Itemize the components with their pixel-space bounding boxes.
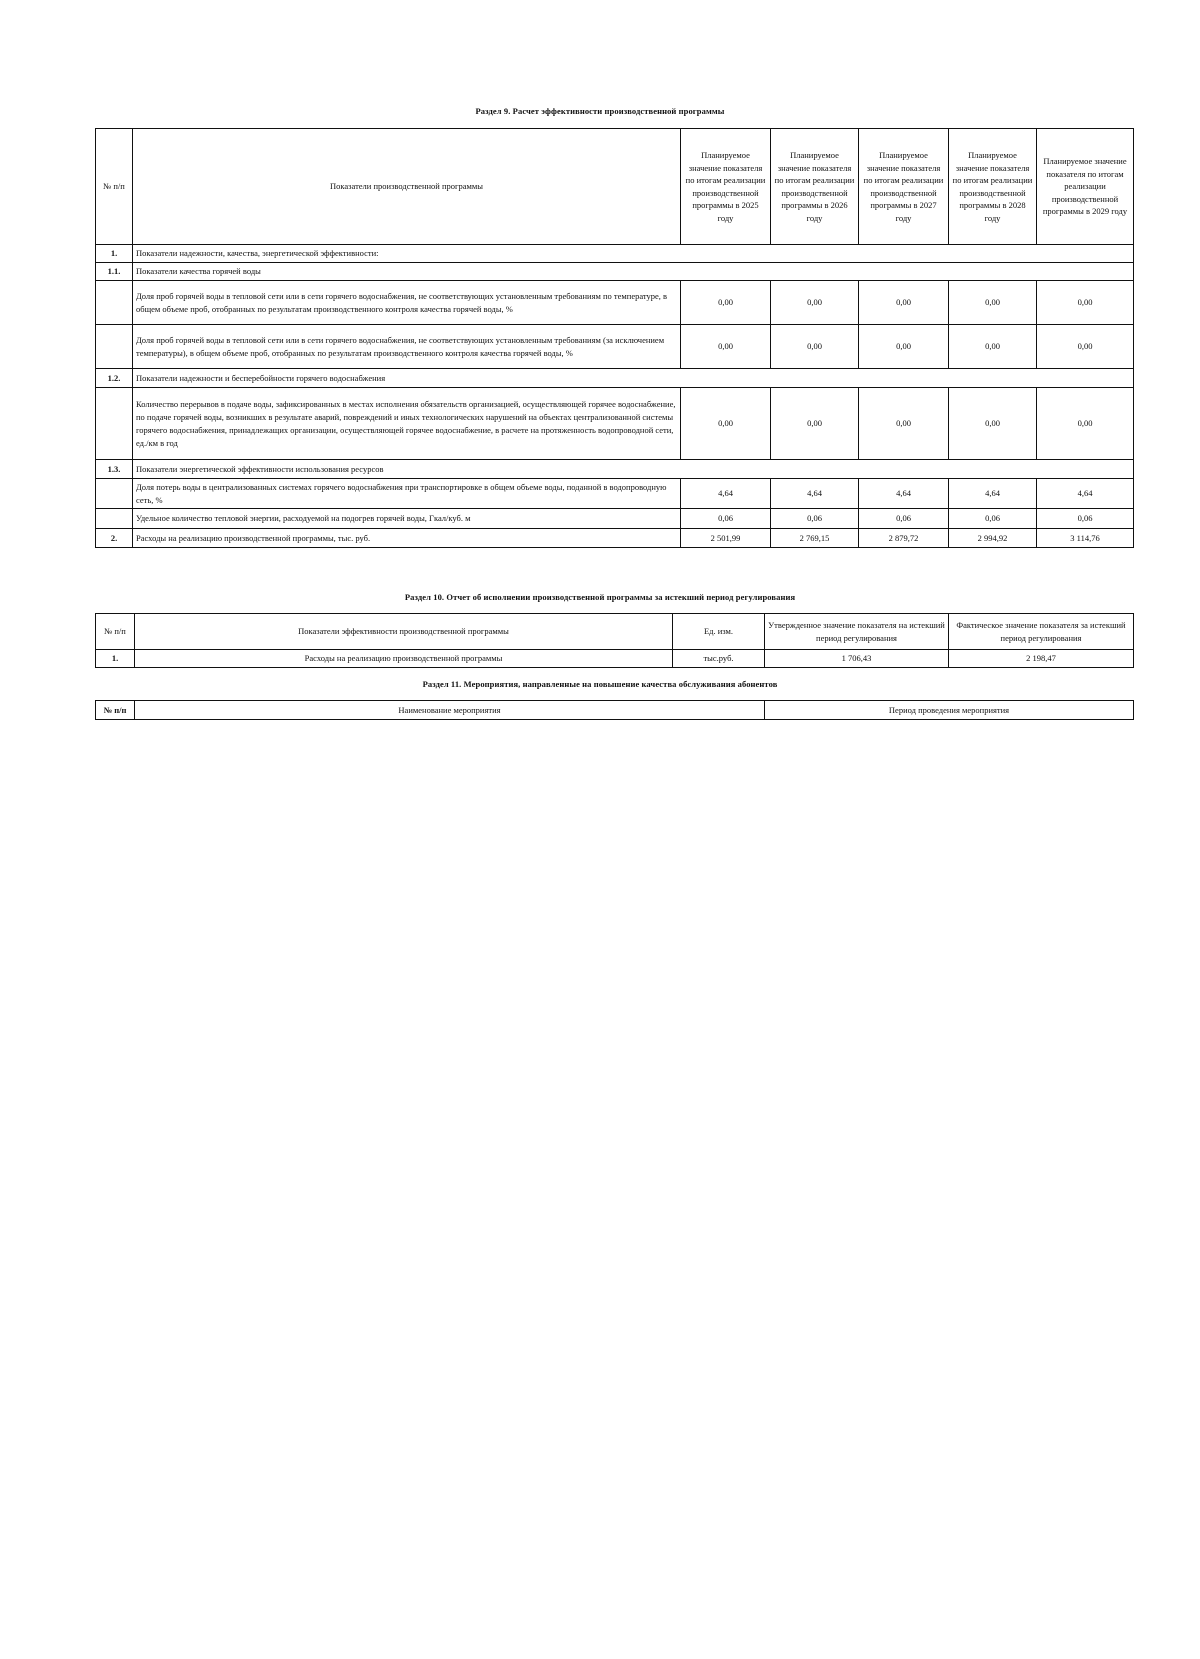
header-num: № п/п [96, 614, 135, 650]
cell-2026: 0,00 [771, 388, 859, 460]
table-row [96, 509, 1134, 529]
table-row [96, 281, 1134, 325]
row-num: 1. [96, 650, 135, 668]
header-period: Период проведения мероприятия [765, 701, 1134, 720]
cell-2027: 0,00 [859, 325, 949, 369]
table-row [96, 529, 1134, 548]
table-row [96, 325, 1134, 369]
row-num [96, 479, 133, 509]
cell-2029: 4,64 [1037, 479, 1134, 509]
row-num: 1.1. [96, 263, 133, 281]
row-indicator: Доля проб горячей воды в тепловой сети или в сети горячего водоснабжения, не соответствующих установленным требованиям по температуре, в общем объеме проб, отобранных по результатам производственного контроля качества горячей воды, % [133, 281, 681, 325]
header-unit: Ед. изм. [673, 614, 765, 650]
section10-title: Раздел 10. Отчет об исполнении производственной программы за истекший период регулирования [404, 592, 796, 602]
row-num [96, 281, 133, 325]
cell-2027: 2 879,72 [859, 529, 949, 548]
cell-2028: 0,00 [949, 388, 1037, 460]
cell-2026: 0,00 [771, 325, 859, 369]
cell-2026: 0,06 [771, 509, 859, 529]
cell-2028: 0,00 [949, 325, 1037, 369]
row-num: 1.3. [96, 460, 133, 479]
table-row [96, 479, 1134, 509]
section9-title: Раздел 9. Расчет эффективности производственной программы [475, 106, 725, 116]
row-num [96, 388, 133, 460]
header-year-2026: Планируемое значение показателя по итогам реализации производственной программы в 2026 году [771, 129, 859, 245]
table-row [96, 369, 1134, 388]
header-year-2025: Планируемое значение показателя по итогам реализации производственной программы в 2025 году [681, 129, 771, 245]
row-indicator: Расходы на реализацию производственной программы [135, 650, 673, 668]
cell-2025: 0,06 [681, 509, 771, 529]
table-row [96, 263, 1134, 281]
header-actual: Фактическое значение показателя за истекший период регулирования [949, 614, 1134, 650]
row-num: 1.2. [96, 369, 133, 388]
row-indicator: Количество перерывов в подаче воды, зафиксированных в местах исполнения обязательств организацией, осуществляющей горячее водоснабжение, по подаче горячей воды, возникших в результате аварий, повреждений и иных технологических нарушений на объектах централизованной системы горячего водоснабжения, принадлежащих организации, осуществляющей горячее водоснабжение, в расчете на протяженность водопроводной сети, ед./км в год [133, 388, 681, 460]
row-indicator: Доля проб горячей воды в тепловой сети или в сети горячего водоснабжения, не соответствующих установленным требованиям (за исключением температуры), в общем объеме проб, отобранных по результатам производственного контроля качества горячей воды, % [133, 325, 681, 369]
cell-2028: 2 994,92 [949, 529, 1037, 548]
row-group-title: Показатели надежности, качества, энергетической эффективности: [133, 245, 1134, 263]
cell-2029: 3 114,76 [1037, 529, 1134, 548]
cell-approved: 1 706,43 [765, 650, 949, 668]
cell-2026: 0,00 [771, 281, 859, 325]
cell-2029: 0,06 [1037, 509, 1134, 529]
cell-2026: 4,64 [771, 479, 859, 509]
row-group-title: Показатели энергетической эффективности использования ресурсов [133, 460, 1134, 479]
row-num: 1. [96, 245, 133, 263]
cell-2027: 4,64 [859, 479, 949, 509]
section9-header-row [96, 129, 1134, 245]
cell-2028: 0,00 [949, 281, 1037, 325]
section9-table [95, 128, 1134, 548]
header-approved: Утвержденное значение показателя на истекший период регулирования [765, 614, 949, 650]
table-row [96, 388, 1134, 460]
row-group-title: Показатели качества горячей воды [133, 263, 1134, 281]
header-num: № п/п [96, 129, 133, 245]
cell-2027: 0,06 [859, 509, 949, 529]
header-indicator: Показатели производственной программы [133, 129, 681, 245]
table-row [96, 245, 1134, 263]
row-indicator: Расходы на реализацию производственной программы, тыс. руб. [133, 529, 681, 548]
header-indicator: Показатели эффективности производственной программы [135, 614, 673, 650]
section11-table [95, 700, 1134, 720]
cell-2028: 4,64 [949, 479, 1037, 509]
row-indicator: Доля потерь воды в централизованных системах горячего водоснабжения при транспортировке в общем объеме воды, поданной в водопроводную сеть, % [133, 479, 681, 509]
row-num: 2. [96, 529, 133, 548]
header-num: № п/п [96, 701, 135, 720]
header-year-2029: Планируемое значение показателя по итогам реализации производственной программы в 2029 году [1037, 129, 1134, 245]
cell-2027: 0,00 [859, 281, 949, 325]
cell-2025: 2 501,99 [681, 529, 771, 548]
cell-2025: 4,64 [681, 479, 771, 509]
section10-header-row [96, 614, 1134, 650]
cell-2026: 2 769,15 [771, 529, 859, 548]
cell-2025: 0,00 [681, 281, 771, 325]
header-year-2028: Планируемое значение показателя по итогам реализации производственной программы в 2028 году [949, 129, 1037, 245]
cell-actual: 2 198,47 [949, 650, 1134, 668]
header-measure: Наименование мероприятия [135, 701, 765, 720]
cell-2025: 0,00 [681, 388, 771, 460]
row-num [96, 509, 133, 529]
section11-header-row [96, 701, 1134, 720]
cell-2027: 0,00 [859, 388, 949, 460]
cell-2029: 0,00 [1037, 325, 1134, 369]
cell-unit: тыс.руб. [673, 650, 765, 668]
section11-title: Раздел 11. Мероприятия, направленные на повышение качества обслуживания абонентов [422, 679, 778, 689]
table-row [96, 460, 1134, 479]
table-row [96, 650, 1134, 668]
cell-2028: 0,06 [949, 509, 1037, 529]
header-year-2027: Планируемое значение показателя по итогам реализации производственной программы в 2027 году [859, 129, 949, 245]
row-num [96, 325, 133, 369]
row-group-title: Показатели надежности и бесперебойности горячего водоснабжения [133, 369, 1134, 388]
cell-2025: 0,00 [681, 325, 771, 369]
cell-2029: 0,00 [1037, 388, 1134, 460]
row-indicator: Удельное количество тепловой энергии, расходуемой на подогрев горячей воды, Гкал/куб. м [133, 509, 681, 529]
section10-table [95, 613, 1134, 668]
cell-2029: 0,00 [1037, 281, 1134, 325]
